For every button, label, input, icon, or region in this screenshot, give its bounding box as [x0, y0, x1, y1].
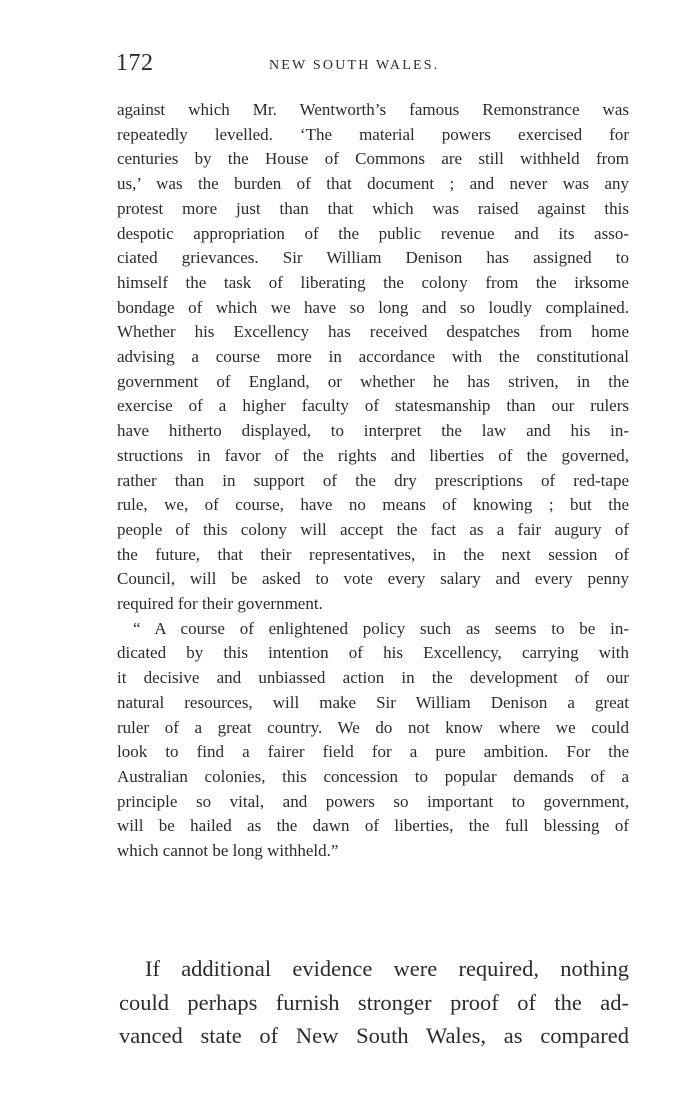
- paragraph-enlightened-policy: [117, 617, 629, 864]
- page-header-title: NEW SOUTH WALES.: [269, 58, 440, 73]
- text-line: vanced state of New South Wales, as compared: [119, 1023, 629, 1048]
- text-line: ciated grievances. Sir William Denison has assigned to: [117, 248, 629, 268]
- text-line: exercise of a higher faculty of statesmanship than our rulers: [117, 396, 629, 416]
- text-line: Australian colonies, this concession to popular demands of a: [117, 766, 629, 786]
- running-head: [116, 50, 628, 80]
- text-line: principle so vital, and powers so important to government,: [117, 791, 629, 811]
- text-line: people of this colony will accept the fact as a fair augury of: [117, 519, 629, 539]
- main-paragraph: [119, 952, 629, 1053]
- text-line: Council, will be asked to vote every salary and every penny: [117, 569, 629, 589]
- text-line: ruler of a great country. We do not know where we could: [117, 717, 629, 737]
- paragraph-remonstrance: [117, 98, 629, 617]
- text-line: structions in favor of the rights and liberties of the governed,: [117, 445, 629, 465]
- page-number: 172: [116, 50, 154, 76]
- text-line: us,’ was the burden of that document ; and never was any: [117, 174, 629, 194]
- text-line: could perhaps furnish stronger proof of the ad-: [119, 989, 629, 1015]
- text-line: look to find a fairer field for a pure ambition. For the: [117, 742, 629, 762]
- text-line: will be hailed as the dawn of liberties, the full blessing of: [117, 816, 629, 836]
- text-line: “ A course of enlightened policy such as seems to be in-: [133, 618, 629, 638]
- text-line: the future, that their representatives, in the next session of: [117, 544, 629, 564]
- text-line: required for their government.: [117, 594, 323, 614]
- text-line: rather than in support of the dry prescriptions of red-tape: [117, 470, 629, 490]
- text-line: himself the task of liberating the colony from the irksome: [117, 272, 629, 292]
- text-line: have hitherto displayed, to interpret the law and his in-: [117, 421, 629, 441]
- text-line: Whether his Excellency has received despatches from home: [117, 322, 629, 342]
- text-line: despotic appropriation of the public revenue and its asso-: [117, 223, 629, 243]
- text-line: protest more just than that which was raised against this: [117, 198, 629, 218]
- text-line: bondage of which we have so long and so loudly complained.: [117, 297, 629, 317]
- quoted-passage: [117, 98, 629, 864]
- text-line: repeatedly levelled. ‘The material powers exercised for: [117, 124, 629, 144]
- text-line: government of England, or whether he has striven, in the: [117, 371, 629, 391]
- text-line: centuries by the House of Commons are still withheld from: [117, 149, 629, 169]
- text-line: it decisive and unbiassed action in the development of our: [117, 668, 629, 688]
- text-line: against which Mr. Wentworth’s famous Remonstrance was: [117, 100, 629, 119]
- text-line: which cannot be long withheld.”: [117, 841, 339, 861]
- text-line: natural resources, will make Sir William Denison a great: [117, 692, 629, 712]
- text-line: dicated by this intention of his Excellency, carrying with: [117, 643, 629, 663]
- text-line: advising a course more in accordance with the constitutional: [117, 347, 629, 367]
- text-line: If additional evidence were required, nothing: [145, 956, 629, 981]
- text-line: rule, we, of course, have no means of knowing ; but the: [117, 495, 629, 515]
